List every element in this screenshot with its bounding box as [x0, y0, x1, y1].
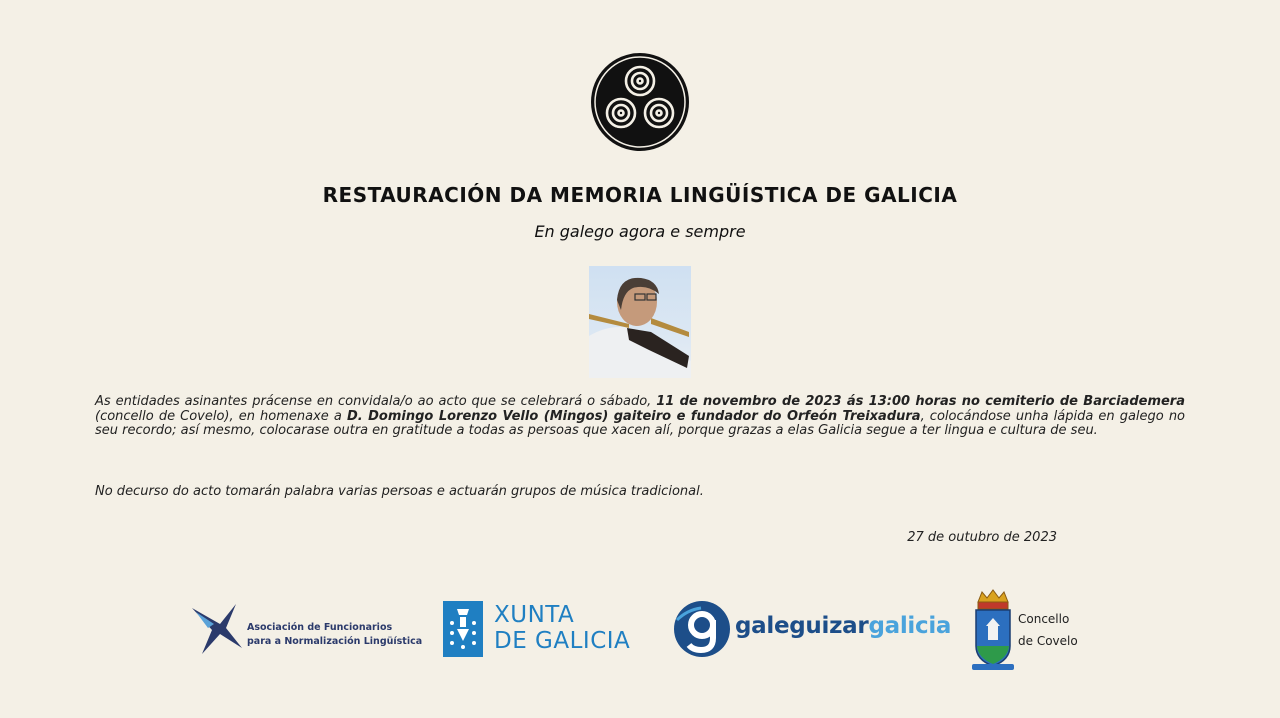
- galeguizar-part2: galicia: [868, 613, 952, 639]
- covelo-logo: [970, 588, 1100, 673]
- triskelion-icon: [589, 51, 691, 153]
- xunta-logo: [443, 600, 643, 658]
- afnl-star-icon: [190, 598, 245, 658]
- afnl-logo: [190, 598, 423, 658]
- afnl-line2: para a Normalización Lingüística: [247, 636, 423, 647]
- galeguizar-logo: [673, 600, 952, 658]
- covelo-coat-of-arms-icon: [970, 588, 1016, 672]
- document-date: 27 de outubro de 2023: [907, 530, 1057, 545]
- xunta-line2: DE GALICIA: [494, 628, 631, 654]
- galeguizar-g-icon: [673, 600, 731, 658]
- galeguizar-part1: galeguizar: [735, 613, 869, 639]
- afnl-line1: Asociación de Funcionarios: [247, 622, 393, 633]
- galeguizar-wordmark: [735, 613, 951, 639]
- event-note: No decurso do acto tomarán palabra varias persoas e actuarán grupos de música tradicional.: [95, 484, 704, 499]
- portrait-photo: [589, 266, 691, 378]
- covelo-line2: de Covelo: [1018, 634, 1078, 648]
- page-subtitle: En galego agora e sempre: [534, 222, 746, 241]
- page-title: RESTAURACIÓN DA MEMORIA LINGÜÍSTICA DE GALICIA: [322, 183, 958, 207]
- xunta-shield-icon: [443, 601, 483, 657]
- covelo-line1: Concello: [1018, 612, 1070, 626]
- invitation-paragraph: As entidades asinantes prácense en convidala/o ao acto que se celebrará o sábado, 11 de novembro de 2023 ás 13:00 horas no cemiterio de Barciademera (concello de Covelo), en homenaxe a D. Domingo Lorenzo Vello (Mingos) gaiteiro e fundador do Orfeón Treixadura, colocándose unha lápida en galego no seu recordo; así mesmo, colocarase outra en gratitude a todas as persoas que xacen alí, porque grazas a elas Galicia segue a ter lingua e cultura de seu.: [95, 394, 1186, 438]
- xunta-line1: XUNTA: [494, 602, 575, 628]
